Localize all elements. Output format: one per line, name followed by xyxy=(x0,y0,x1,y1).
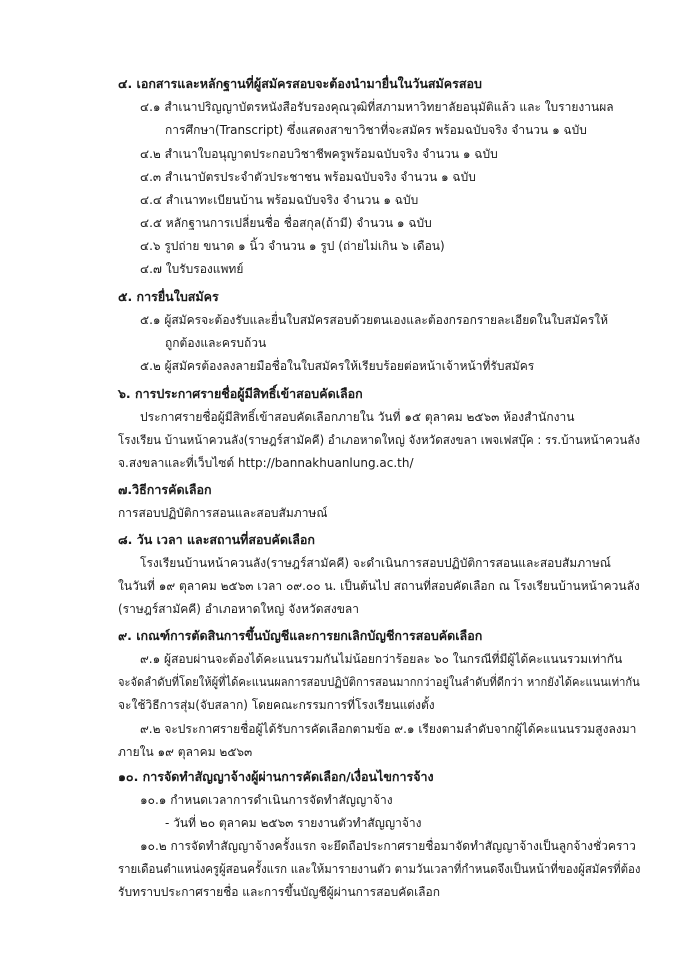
section-8-line-2: ในวันที่ ๑๙ ตุลาคม ๒๕๖๓ เวลา ๐๙.๐๐ น. เป็นต้นไป สถานที่สอบคัดเลือก ณ โรงเรียนบ้านหน้าควนลัง xyxy=(118,579,640,593)
section-5-item-2: ๕.๒ ผู้สมัครต้องลงลายมือชื่อในใบสมัครให้เรียบร้อยต่อหน้าเจ้าหน้าที่รับสมัคร xyxy=(140,359,535,373)
section-8-line-1: โรงเรียนบ้านหน้าควนลัง(ราษฎร์สามัคคี) จะดำเนินการสอบปฏิบัติการสอนและสอบสัมภาษณ์ xyxy=(140,556,611,570)
section-4-item-7: ๔.๗ ใบรับรองแพทย์ xyxy=(140,262,244,276)
section-9-line-3: จะใช้วิธีการสุ่ม(จับสลาก) โดยคณะกรรมการที่โรงเรียนแต่งตั้ง xyxy=(118,698,435,712)
section-9-line-5: ภายใน ๑๙ ตุลาคม ๒๕๖๓ xyxy=(118,745,253,759)
section-4-item-2: ๔.๒ สำเนาใบอนุญาตประกอบวิชาชีพครูพร้อมฉบับจริง จำนวน ๑ ฉบับ xyxy=(140,147,498,161)
section-4-item-6: ๔.๖ รูปถ่าย ขนาด ๑ นิ้ว จำนวน ๑ รูป (ถ่ายไม่เกิน ๖ เดือน) xyxy=(140,239,445,253)
section-8-heading: ๘. วัน เวลา และสถานที่สอบคัดเลือก xyxy=(118,532,315,547)
section-5-item-1b: ถูกต้องและครบถ้วน xyxy=(165,336,267,350)
section-10-line-5: รับทราบประกาศรายชื่อ และการขึ้นบัญชีผู้ผ่านการสอบคัดเลือก xyxy=(118,885,441,899)
section-4-item-5: ๔.๕ หลักฐานการเปลี่ยนชื่อ ชื่อสกุล(ถ้ามี) จำนวน ๑ ฉบับ xyxy=(140,216,432,230)
section-6-line-3: จ.สงขลาและที่เว็บไซต์ http://bannakhuanlung.ac.th/ xyxy=(118,456,414,470)
section-5-item-1a: ๕.๑ ผู้สมัครจะต้องรับและยื่นใบสมัครสอบด้วยตนเองและต้องกรอกรายละเอียดในใบสมัครให้ xyxy=(140,313,609,327)
section-9-line-1: ๙.๑ ผู้สอบผ่านจะต้องได้คะแนนรวมกันไม่น้อยกว่าร้อยละ ๖๐ ในกรณีที่มีผู้ได้คะแนนรวมเท่ากัน xyxy=(140,652,623,666)
section-4-item-3: ๔.๓ สำเนาบัตรประจำตัวประชาชน พร้อมฉบับจริง จำนวน ๑ ฉบับ xyxy=(140,170,476,184)
section-4-item-1a: ๔.๑ สำเนาปริญญาบัตรหนังสือรับรองคุณวุฒิที่สภามหาวิทยาลัยอนุมัติแล้ว และ ใบรายงานผล xyxy=(140,100,614,114)
section-4-item-4: ๔.๔ สำเนาทะเบียนบ้าน พร้อมฉบับจริง จำนวน ๑ ฉบับ xyxy=(140,193,419,207)
section-10-heading: ๑๐. การจัดทำสัญญาจ้างผู้ผ่านการคัดเลือก/เงื่อนไขการจ้าง xyxy=(118,769,434,784)
section-6-line-2: โรงเรียน บ้านหน้าควนลัง(ราษฎร์สามัคคี) อำเภอหาดใหญ่ จังหวัดสงขลา เพจเฟสบุ๊ค : รร.บ้านหน้าควนลัง xyxy=(118,433,641,447)
section-8-line-3: (ราษฎร์สามัคคี) อำเภอหาดใหญ่ จังหวัดสงขลา xyxy=(118,602,360,616)
section-4-heading: ๔. เอกสารและหลักฐานที่ผู้สมัครสอบจะต้องนำมายื่นในวันสมัครสอบ xyxy=(118,76,482,91)
section-7-heading: ๗.วิธีการคัดเลือก xyxy=(118,482,212,497)
section-6-heading: ๖. การประกาศรายชื่อผู้มีสิทธิ์เข้าสอบคัดเลือก xyxy=(118,386,363,401)
section-10-line-3: ๑๐.๒ การจัดทำสัญญาจ้างครั้งแรก จะยึดถือประกาศรายชื่อมาจัดทำสัญญาจ้างเป็นลูกจ้างชั่วคราว xyxy=(140,839,636,853)
section-10-line-4: รายเดือนตำแหน่งครูผู้สอนครั้งแรก และให้มารายงานตัว ตามวันเวลาที่กำหนดจึงเป็นหน้าที่ของผู้สมัครที่ต้อง xyxy=(118,862,641,876)
section-7-line-1: การสอบปฏิบัติการสอนและสอบสัมภาษณ์ xyxy=(118,506,328,520)
section-9-heading: ๙. เกณฑ์การตัดสินการขึ้นบัญชีและการยกเลิกบัญชีการสอบคัดเลือก xyxy=(118,628,483,643)
section-9-line-4: ๙.๒ จะประกาศรายชื่อผู้ได้รับการคัดเลือกตามข้อ ๙.๑ เรียงตามลำดับจากผู้ได้คะแนนรวมสูงลงมา xyxy=(140,722,637,736)
section-4-item-1b: การศึกษา(Transcript) ซึ่งแสดงสาขาวิชาที่จะสมัคร พร้อมฉบับจริง จำนวน ๑ ฉบับ xyxy=(165,123,587,137)
section-5-heading: ๕. การยื่นใบสมัคร xyxy=(118,289,219,304)
section-6-line-1: ประกาศรายชื่อผู้มีสิทธิ์เข้าสอบคัดเลือกภายใน วันที่ ๑๕ ตุลาคม ๒๕๖๓ ห้องสำนักงาน xyxy=(140,410,575,424)
section-9-line-2: จะจัดลำดับที่โดยให้ผู้ที่ได้คะแนนผลการสอบปฏิบัติการสอนมากกว่าอยู่ในลำดับที่ดีกว่า หากยังได้คะแนนเท่ากัน xyxy=(118,675,640,689)
section-10-line-1: ๑๐.๑ กำหนดเวลาการดำเนินการจัดทำสัญญาจ้าง xyxy=(140,793,393,807)
section-10-line-2: - วันที่ ๒๐ ตุลาคม ๒๕๖๓ รายงานตัวทำสัญญาจ้าง xyxy=(165,816,422,830)
